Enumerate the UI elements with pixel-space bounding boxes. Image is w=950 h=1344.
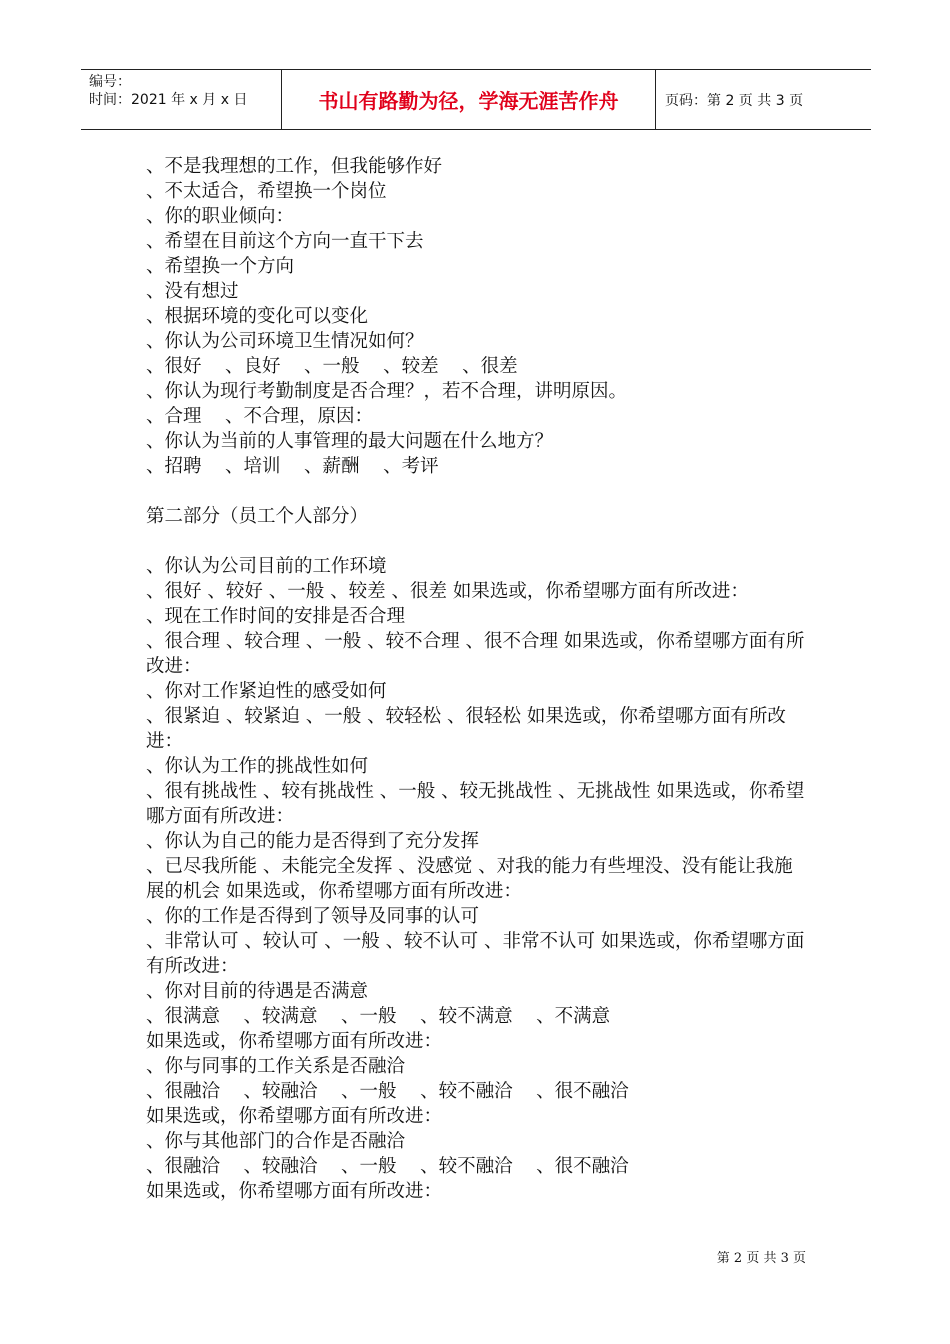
- question-line: 、你对目前的待遇是否满意: [146, 981, 369, 1002]
- text-line: 、你认为当前的人事管理的最大问题在什么地方？: [146, 431, 554, 452]
- improvement-line: 如果选或，你希望哪方面有所改进：: [146, 1106, 443, 1127]
- text-line: 、招聘 、培训 、薪酬 、考评: [146, 456, 439, 477]
- header-motto: 书山有路勤为径，学海无涯苦作舟: [282, 70, 656, 129]
- question-line: 、你与同事的工作关系是否融洽: [146, 1056, 406, 1077]
- question-line: 、现在工作时间的安排是否合理: [146, 606, 406, 627]
- spacer: [146, 479, 808, 504]
- document-date: 时间：2021 年 x 月 x 日: [89, 92, 248, 108]
- answer-line: 、很合理 、较合理 、一般 、较不合理 、很不合理 如果选或，你希望哪方面有所改进：: [146, 631, 805, 677]
- answer-line: 、很融洽 、较融洽 、一般 、较不融洽 、很不融洽: [146, 1156, 629, 1177]
- spacer: [146, 529, 808, 554]
- question-line: 、你对工作紧迫性的感受如何: [146, 681, 387, 702]
- text-line: 、合理 、不合理，原因：: [146, 406, 374, 427]
- improvement-line: 如果选或，你希望哪方面有所改进：: [146, 1181, 443, 1202]
- question-line: 、你与其他部门的合作是否融洽: [146, 1131, 406, 1152]
- text-line: 、希望换一个方向: [146, 256, 295, 277]
- text-line: 、你的职业倾向：: [146, 206, 295, 227]
- answer-line: 、已尽我所能 、未能完全发挥 、没感觉 、对我的能力有些埋没、没有能让我施展的机会 如果选或，你希望哪方面有所改进：: [146, 856, 793, 902]
- header-page-number: 页码：第 2 页 共 3 页: [665, 92, 804, 109]
- improvement-line: 如果选或，你希望哪方面有所改进：: [146, 1031, 443, 1052]
- header-meta: [81, 70, 282, 129]
- text-line: 、你认为公司环境卫生情况如何？: [146, 331, 424, 352]
- text-line: 、根据环境的变化可以变化: [146, 306, 369, 327]
- section-title: 第二部分（员工个人部分）: [146, 506, 369, 527]
- answer-line: 、很有挑战性 、较有挑战性 、一般 、较无挑战性 、无挑战性 如果选或，你希望哪方面有所改进：: [146, 781, 805, 827]
- text-line: 、没有想过: [146, 281, 239, 302]
- answer-line: 、很好 、较好 、一般 、较差 、很差 如果选或，你希望哪方面有所改进：: [146, 581, 749, 602]
- question-line: 、你的工作是否得到了领导及同事的认可: [146, 906, 480, 927]
- answer-line: 、非常认可 、较认可 、一般 、较不认可 、非常不认可 如果选或，你希望哪方面有所改进：: [146, 931, 805, 977]
- text-line: 、你认为现行考勤制度是否合理？，若不合理，讲明原因。: [146, 381, 628, 402]
- document-body: [146, 154, 808, 1204]
- page-footer: 第 2 页 共 3 页: [716, 1251, 806, 1266]
- text-line: 、不是我理想的工作，但我能够作好: [146, 156, 443, 177]
- answer-line: 、很紧迫 、较紧迫 、一般 、较轻松 、很轻松 如果选或，你希望哪方面有所改进：: [146, 706, 786, 752]
- question-line: 、你认为工作的挑战性如何: [146, 756, 369, 777]
- question-line: 、你认为自己的能力是否得到了充分发挥: [146, 831, 480, 852]
- text-line: 、希望在目前这个方向一直干下去: [146, 231, 424, 252]
- document-number-label: 编号：: [89, 74, 131, 90]
- page-header: [81, 69, 871, 130]
- question-line: 、你认为公司目前的工作环境: [146, 556, 387, 577]
- text-line: 、很好 、良好 、一般 、较差 、很差: [146, 356, 518, 377]
- answer-line: 、很融洽 、较融洽 、一般 、较不融洽 、很不融洽: [146, 1081, 629, 1102]
- text-line: 、不太适合，希望换一个岗位: [146, 181, 387, 202]
- answer-line: 、很满意 、较满意 、一般 、较不满意 、不满意: [146, 1006, 611, 1027]
